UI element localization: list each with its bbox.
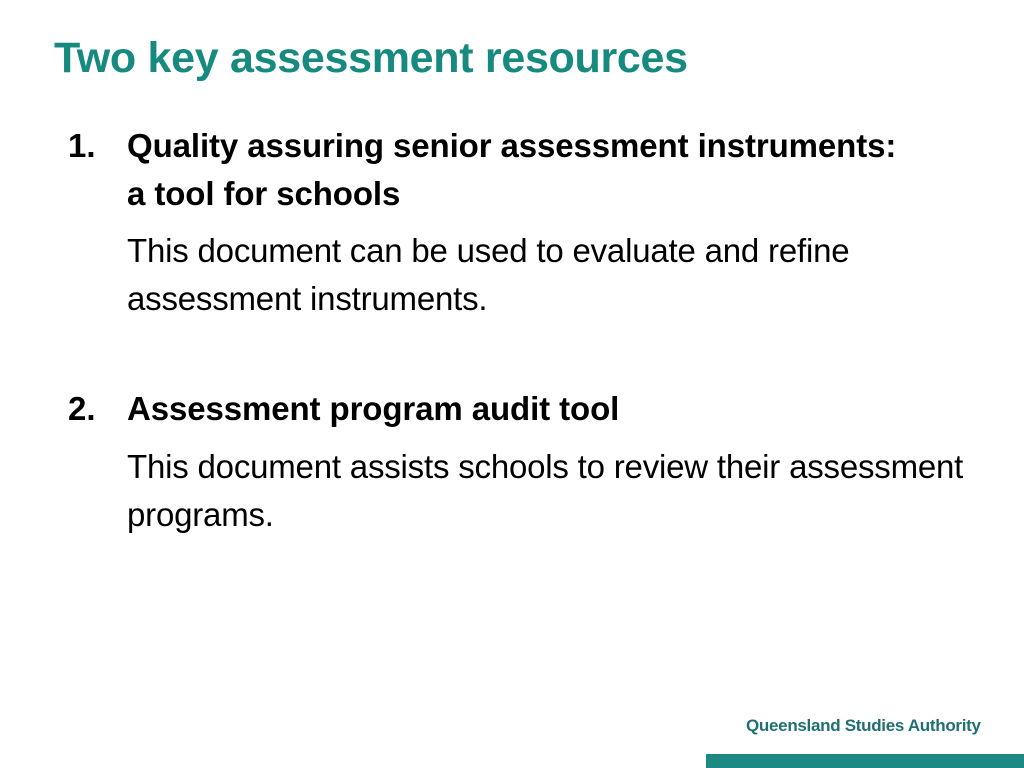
resource-item-1-number: 1. [68, 127, 96, 164]
resource-item-1-heading: Quality assuring senior assessment instruments: a tool for schools [127, 127, 897, 212]
qsa-logo-text: Queensland Studies Authority [746, 716, 981, 735]
slide-title: Two key assessment resources [54, 34, 688, 82]
resource-item-1-description: This document can be used to evaluate and refine assessment instruments. [127, 232, 850, 317]
resource-item-2-description: This document assists schools to review their assessment programs. [127, 448, 964, 533]
footer-accent-bar [706, 754, 1024, 768]
resource-item-2-number: 2. [68, 390, 96, 427]
resource-item-2-heading: Assessment program audit tool [127, 390, 620, 427]
